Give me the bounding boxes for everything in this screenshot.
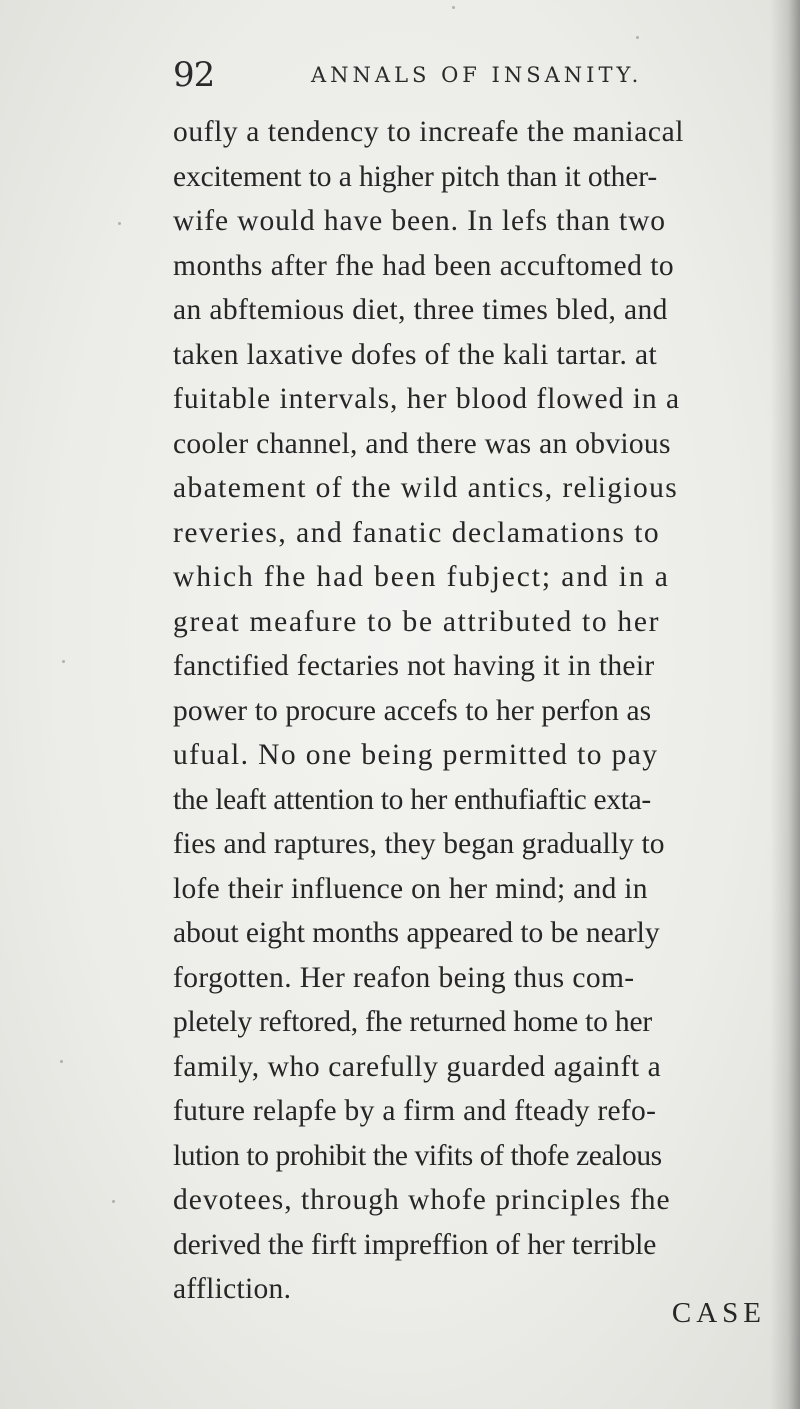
text-line: reveries, and fanatic declamations to xyxy=(173,516,661,549)
text-line: abatement of the wild antics, religious xyxy=(173,472,679,504)
ink-speck xyxy=(60,1060,63,1063)
text-line: wife would have been. In lefs than two xyxy=(173,205,666,237)
text-line: an abftemious diet, three times bled, and xyxy=(173,294,668,326)
ink-speck xyxy=(118,222,121,225)
text-line: oufly a tendency to increafe the maniacal xyxy=(173,116,685,148)
page-number: 92 xyxy=(173,55,215,95)
page-header xyxy=(173,52,773,102)
text-line: about eight months appeared to be nearly xyxy=(173,917,660,949)
text-line: fuitable intervals, her blood flowed in a xyxy=(173,383,681,415)
text-line: which fhe had been fubject; and in a xyxy=(173,561,670,593)
ink-speck xyxy=(62,660,65,663)
text-line: the leaft attention to her enthufiaftic exta- xyxy=(173,783,651,816)
text-line: derived the firft impreffion of her terrible xyxy=(173,1228,657,1261)
text-line: power to procure accefs to her perfon as xyxy=(173,694,652,727)
text-line: lution to prohibit the vifits of thofe zealous xyxy=(173,1139,662,1172)
text-line: family, who carefully guarded againft a xyxy=(173,1050,662,1083)
running-head: ANNALS OF INSANITY. xyxy=(311,63,643,87)
text-line: devotees, through whofe principles fhe xyxy=(173,1184,671,1216)
text-line: cooler channel, and there was an obvious xyxy=(173,427,671,460)
text-line: taken laxative dofes of the kali tartar. at xyxy=(173,338,658,371)
body-text xyxy=(173,110,763,1312)
text-line: affliction. xyxy=(173,1273,292,1305)
text-line: months after fhe had been accuftomed to xyxy=(173,249,675,282)
text-line: ufual. No one being permitted to pay xyxy=(173,739,659,771)
ink-speck xyxy=(452,6,455,9)
text-line: excitement to a higher pitch than it other- xyxy=(173,160,658,193)
text-line: future relapfe by a firm and fteady refo- xyxy=(173,1095,657,1127)
ink-speck xyxy=(112,1200,115,1203)
catchword: CASE xyxy=(671,1297,766,1329)
ink-speck xyxy=(636,36,639,39)
text-line: fies and raptures, they began gradually to xyxy=(173,828,665,860)
page-edge-shadow xyxy=(770,0,800,1409)
text-line: fanctified fectaries not having it in their xyxy=(173,650,655,682)
text-line: forgotten. Her reafon being thus com- xyxy=(173,961,635,994)
text-line: pletely reftored, fhe returned home to her xyxy=(173,1006,652,1038)
text-line: great meafure to be attributed to her xyxy=(173,605,661,638)
text-line: lofe their influence on her mind; and in xyxy=(173,872,648,905)
